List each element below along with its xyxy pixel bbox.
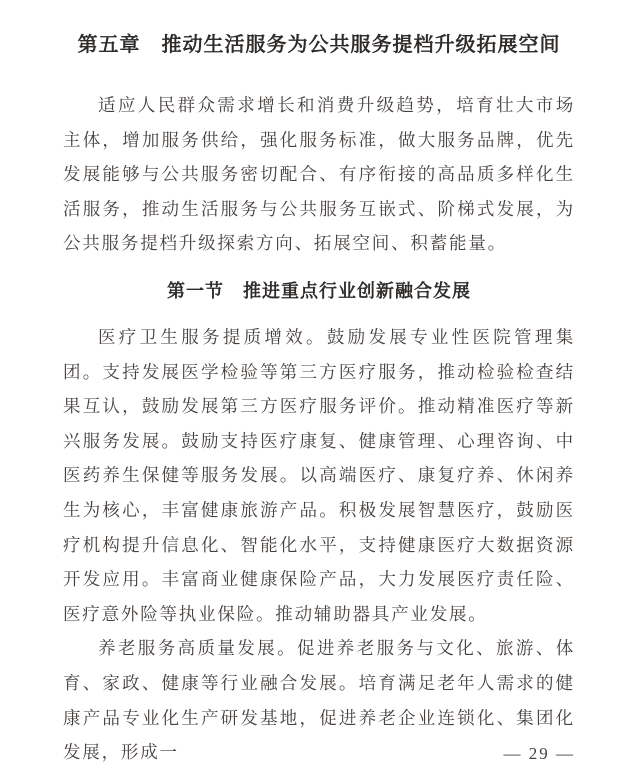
section-title: 第一节 推进重点行业创新融合发展 (167, 280, 471, 301)
body-paragraph-medical: 医疗卫生服务提质增效。鼓励发展专业性医院管理集团。支持发展医学检验等第三方医疗服务，推动检验检查结果互认，鼓励发展第三方医疗服务评价。推动精准医疗等新兴服务发展。鼓励支持医疗康复、健康管理、心理咨询、中医药养生保健等服务发展。以高端医疗、康复疗养、休闲养生为核心，丰富健康旅游产品。积极发展智慧医疗，鼓励医疗机构提升信息化、智能化水平，支持健康医疗大数据资源开发应用。丰富商业健康保险产品，大力发展医疗责任险、医疗意外险等执业保险。推动辅助器具产业发展。 (63, 326, 575, 624)
chapter-title: 第五章 推动生活服务为公共服务提档升级拓展空间 (77, 34, 561, 56)
intro-paragraph: 适应人民群众需求增长和消费升级趋势，培育壮大市场主体，增加服务供给，强化服务标准，做大服务品牌，优先发展能够与公共服务密切配合、有序衔接的高品质多样化生活服务，推动生活服务与公共服务互嵌式、阶梯式发展，为公共服务提档升级探索方向、拓展空间、积蓄能量。 (63, 95, 575, 254)
body-paragraph-eldercare: 养老服务高质量发展。促进养老服务与文化、旅游、体育、家政、健康等行业融合发展。培育满足老年人需求的健康产品专业化生产研发基地，促进养老企业连锁化、集团化发展，形成一 (63, 638, 575, 763)
page-number: — 29 — (503, 744, 575, 763)
